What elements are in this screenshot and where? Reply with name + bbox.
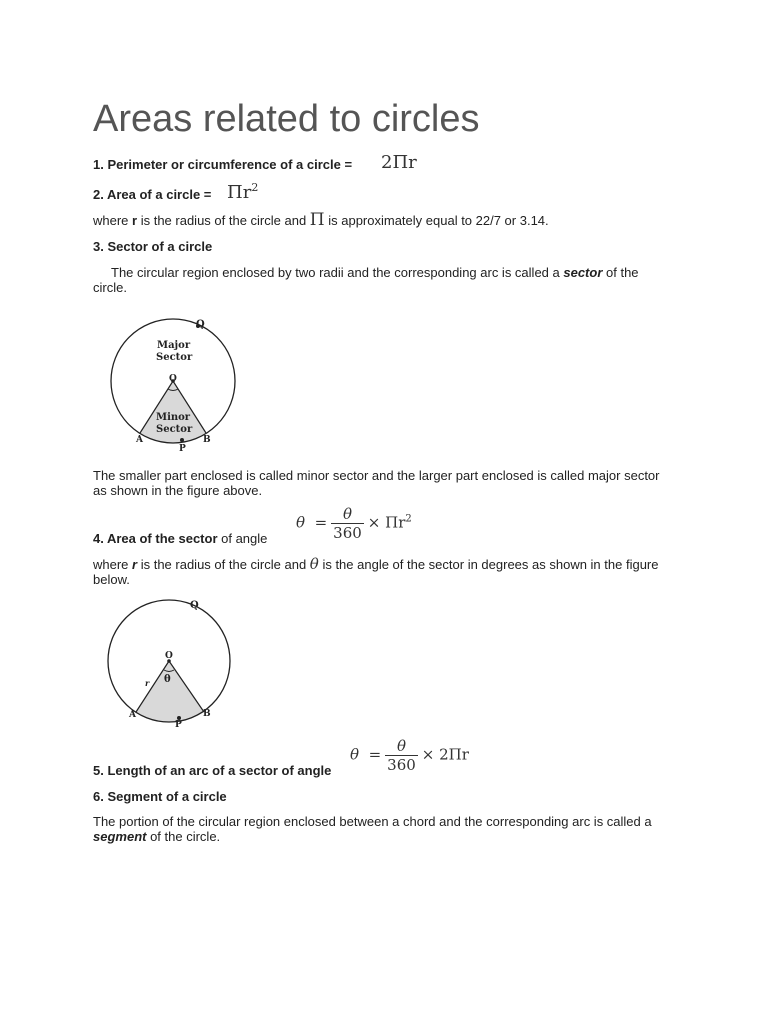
- arc-length-denominator: 360: [387, 756, 416, 774]
- sector-area-label: [93, 531, 267, 546]
- theta-note-post: is the angle of the sector in degrees as shown in the figure below.: [93, 557, 659, 587]
- label-o-2: O: [165, 651, 173, 661]
- sector-area-equals: =: [314, 513, 328, 532]
- label-theta: θ: [164, 674, 171, 685]
- label-a: A: [136, 435, 143, 445]
- sector-area-times: × Πr: [367, 513, 406, 532]
- area-formula-exponent: 2: [251, 181, 259, 194]
- sector-area-label-rest: of angle: [217, 531, 268, 546]
- label-major-2: Sector: [156, 352, 193, 363]
- sector-area-numerator: θ: [342, 505, 352, 523]
- sector-area-denominator: 360: [333, 524, 362, 542]
- theta-note-pre: where: [93, 557, 133, 572]
- segment-definition-pre: The portion of the circular region enclosed between a chord and the corresponding arc is called a: [93, 814, 652, 829]
- sector-area-fraction: [331, 505, 364, 542]
- sector-angle-figure: [100, 594, 250, 734]
- arc-length-fraction: [385, 737, 418, 774]
- arc-length-formula: [350, 737, 469, 774]
- segment-heading: [93, 789, 227, 804]
- theta-note: [93, 557, 673, 587]
- label-o: O: [169, 374, 177, 384]
- radius-note-pi: Π: [309, 210, 325, 230]
- item-area: [93, 187, 211, 202]
- segment-definition-post: of the circle.: [146, 829, 221, 844]
- segment-heading-text: 6. Segment of a circle: [93, 789, 227, 804]
- radius-note: [93, 210, 549, 230]
- page-title: Areas related to circles: [93, 98, 480, 140]
- label-minor-1: Minor: [156, 412, 191, 423]
- segment-term: segment: [93, 829, 147, 844]
- radius-note-r: r: [132, 213, 138, 228]
- item-perimeter: [93, 157, 352, 172]
- theta-note-mid: is the radius of the circle and: [137, 557, 310, 572]
- arc-length-label-text: 5. Length of an arc of a sector of angle: [93, 763, 332, 778]
- arc-length-times: × 2Πr: [421, 745, 469, 764]
- arc-length-equals: =: [368, 745, 382, 764]
- label-b-2: B: [203, 709, 211, 719]
- label-q: Q: [196, 319, 205, 330]
- sector-area-theta: θ: [296, 513, 306, 532]
- label-minor-2: Sector: [156, 424, 193, 435]
- label-r: r: [145, 678, 150, 688]
- theta-note-r: r: [132, 557, 138, 572]
- area-formula-base: Πr: [227, 182, 252, 203]
- radius-note-pre: where: [93, 213, 133, 228]
- arc-length-numerator: θ: [396, 737, 406, 755]
- segment-definition: [93, 814, 673, 844]
- point-p: [180, 438, 184, 442]
- sector-term: sector: [563, 265, 603, 280]
- radius-note-mid: is the radius of the circle and: [137, 213, 310, 228]
- sector-definition-pre: The circular region enclosed by two radii and the corresponding arc is called a: [111, 265, 564, 280]
- label-p: P: [179, 444, 186, 454]
- label-b: B: [203, 435, 211, 445]
- sector-heading-text: 3. Sector of a circle: [93, 239, 213, 254]
- theta-note-theta: θ: [309, 555, 319, 573]
- sector-shade: [136, 661, 204, 722]
- sector-definition: [93, 265, 673, 295]
- sector-heading: [93, 239, 212, 254]
- item-perimeter-label: 1. Perimeter or circumference of a circle =: [93, 157, 353, 172]
- perimeter-formula: 2Πr: [381, 152, 417, 173]
- area-formula: [227, 181, 258, 203]
- label-q-2: Q: [190, 600, 199, 611]
- sector-area-label-bold: 4. Area of the sector: [93, 531, 218, 546]
- label-a-2: A: [129, 710, 136, 720]
- label-major-1: Major: [157, 340, 191, 351]
- arc-length-theta: θ: [350, 745, 360, 764]
- sector-definition-post: of the circle.: [93, 265, 639, 295]
- label-p-2: P: [175, 720, 182, 730]
- minor-major-text: The smaller part enclosed is called minor sector and the larger part enclosed is called major sector as shown in the figure above.: [93, 468, 660, 498]
- sector-area-exponent: 2: [405, 513, 412, 525]
- item-area-label: 2. Area of a circle =: [93, 187, 212, 202]
- radius-note-post: is approximately equal to 22/7 or 3.14.: [324, 213, 549, 228]
- sector-figure: [100, 310, 250, 460]
- arc-length-label: [93, 763, 331, 778]
- sector-area-formula: [296, 505, 412, 542]
